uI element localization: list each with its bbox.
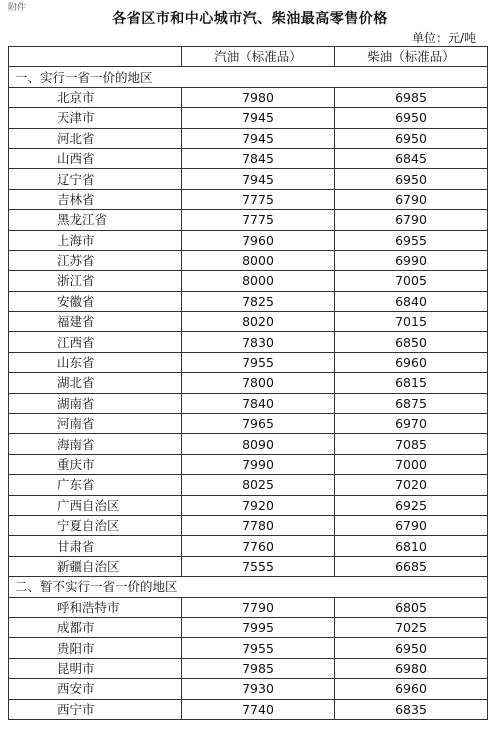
gasoline-price-cell: 8000 <box>182 250 335 270</box>
region-cell: 贵阳市 <box>9 638 182 658</box>
region-cell: 成都市 <box>9 617 182 637</box>
gasoline-price-cell: 7830 <box>182 332 335 352</box>
diesel-price-cell: 7025 <box>335 617 488 637</box>
diesel-price-cell: 6850 <box>335 332 488 352</box>
table-row <box>9 536 488 556</box>
gasoline-price-cell: 7930 <box>182 679 335 699</box>
diesel-price-cell: 6790 <box>335 189 488 209</box>
diesel-price-cell: 6980 <box>335 658 488 678</box>
table-row <box>9 169 488 189</box>
region-cell: 甘肃省 <box>9 536 182 556</box>
attachment-label: 附件 <box>8 3 27 13</box>
region-cell: 重庆市 <box>9 454 182 474</box>
diesel-price-cell: 6840 <box>335 291 488 311</box>
diesel-price-cell: 6815 <box>335 373 488 393</box>
table-row <box>9 128 488 148</box>
diesel-price-cell: 6790 <box>335 515 488 535</box>
diesel-price-cell: 6685 <box>335 556 488 576</box>
page-title: 各省区市和中心城市汽、柴油最高零售价格 <box>112 11 388 27</box>
gasoline-price-cell: 7985 <box>182 658 335 678</box>
diesel-price-cell: 6955 <box>335 230 488 250</box>
table-row <box>9 699 488 719</box>
region-cell: 安徽省 <box>9 291 182 311</box>
region-cell: 河南省 <box>9 414 182 434</box>
region-cell: 上海市 <box>9 230 182 250</box>
gasoline-price-cell: 8090 <box>182 434 335 454</box>
region-cell: 山东省 <box>9 352 182 372</box>
table-row <box>9 271 488 291</box>
table-row <box>9 434 488 454</box>
region-cell: 江西省 <box>9 332 182 352</box>
region-cell: 广东省 <box>9 475 182 495</box>
diesel-price-cell: 6810 <box>335 536 488 556</box>
diesel-price-cell: 6950 <box>335 108 488 128</box>
region-cell: 吉林省 <box>9 189 182 209</box>
gasoline-price-cell: 7825 <box>182 291 335 311</box>
gasoline-price-cell: 8020 <box>182 312 335 332</box>
diesel-price-cell: 6805 <box>335 597 488 617</box>
gasoline-price-cell: 7740 <box>182 699 335 719</box>
region-cell: 广西自治区 <box>9 495 182 515</box>
gasoline-price-cell: 7980 <box>182 87 335 107</box>
section-heading: 二、暂不实行一省一价的地区 <box>9 577 488 597</box>
gasoline-price-cell: 7760 <box>182 536 335 556</box>
table-row <box>9 679 488 699</box>
region-cell: 昆明市 <box>9 658 182 678</box>
region-cell: 福建省 <box>9 312 182 332</box>
region-cell: 黑龙江省 <box>9 210 182 230</box>
table-row <box>9 495 488 515</box>
table-row <box>9 210 488 230</box>
table-row <box>9 352 488 372</box>
region-cell: 新疆自治区 <box>9 556 182 576</box>
region-cell: 宁夏自治区 <box>9 515 182 535</box>
gasoline-price-cell: 7990 <box>182 454 335 474</box>
gasoline-price-cell: 7955 <box>182 638 335 658</box>
gasoline-price-cell: 7780 <box>182 515 335 535</box>
price-table <box>8 46 488 720</box>
table-row <box>9 515 488 535</box>
diesel-price-cell: 7085 <box>335 434 488 454</box>
gasoline-price-cell: 7800 <box>182 373 335 393</box>
region-cell: 海南省 <box>9 434 182 454</box>
diesel-price-cell: 6875 <box>335 393 488 413</box>
gasoline-price-cell: 7775 <box>182 189 335 209</box>
table-row <box>9 148 488 168</box>
diesel-price-cell: 6950 <box>335 169 488 189</box>
diesel-price-cell: 7005 <box>335 271 488 291</box>
region-cell: 浙江省 <box>9 271 182 291</box>
gasoline-price-cell: 7955 <box>182 352 335 372</box>
table-header-row <box>9 47 488 67</box>
table-row <box>9 312 488 332</box>
gasoline-price-cell: 7945 <box>182 169 335 189</box>
gasoline-price-cell: 7945 <box>182 128 335 148</box>
table-body <box>9 67 488 720</box>
gasoline-price-cell: 7945 <box>182 108 335 128</box>
diesel-price-cell: 6990 <box>335 250 488 270</box>
gasoline-price-cell: 7845 <box>182 148 335 168</box>
diesel-price-cell: 6985 <box>335 87 488 107</box>
gasoline-price-cell: 8025 <box>182 475 335 495</box>
table-row <box>9 414 488 434</box>
table-row <box>9 291 488 311</box>
table-row <box>9 393 488 413</box>
gasoline-price-cell: 7920 <box>182 495 335 515</box>
diesel-price-cell: 6835 <box>335 699 488 719</box>
table-row <box>9 250 488 270</box>
region-cell: 呼和浩特市 <box>9 597 182 617</box>
region-cell: 西安市 <box>9 679 182 699</box>
gasoline-price-cell: 7790 <box>182 597 335 617</box>
table-row <box>9 638 488 658</box>
section-heading-row <box>9 577 488 597</box>
table-row <box>9 108 488 128</box>
gasoline-price-cell: 7840 <box>182 393 335 413</box>
diesel-price-cell: 7015 <box>335 312 488 332</box>
gasoline-price-cell: 7995 <box>182 617 335 637</box>
table-row <box>9 556 488 576</box>
gasoline-price-cell: 7960 <box>182 230 335 250</box>
diesel-price-cell: 6960 <box>335 352 488 372</box>
header-gasoline: 汽油（标准品） <box>182 47 335 67</box>
section-heading: 一、实行一省一价的地区 <box>9 67 488 87</box>
region-cell: 辽宁省 <box>9 169 182 189</box>
table-row <box>9 617 488 637</box>
region-cell: 北京市 <box>9 87 182 107</box>
header-region <box>9 47 182 67</box>
header-diesel: 柴油（标准品） <box>335 47 488 67</box>
diesel-price-cell: 6845 <box>335 148 488 168</box>
region-cell: 湖南省 <box>9 393 182 413</box>
unit-label: 单位：元/吨 <box>411 31 476 45</box>
table-row <box>9 87 488 107</box>
table-row <box>9 454 488 474</box>
section-heading-row <box>9 67 488 87</box>
table-row <box>9 189 488 209</box>
region-cell: 西宁市 <box>9 699 182 719</box>
diesel-price-cell: 6925 <box>335 495 488 515</box>
diesel-price-cell: 7000 <box>335 454 488 474</box>
diesel-price-cell: 6790 <box>335 210 488 230</box>
gasoline-price-cell: 7965 <box>182 414 335 434</box>
region-cell: 江苏省 <box>9 250 182 270</box>
region-cell: 天津市 <box>9 108 182 128</box>
table-row <box>9 597 488 617</box>
diesel-price-cell: 6970 <box>335 414 488 434</box>
diesel-price-cell: 7020 <box>335 475 488 495</box>
diesel-price-cell: 6950 <box>335 638 488 658</box>
diesel-price-cell: 6960 <box>335 679 488 699</box>
gasoline-price-cell: 7775 <box>182 210 335 230</box>
table-row <box>9 373 488 393</box>
table-row <box>9 475 488 495</box>
table-row <box>9 658 488 678</box>
region-cell: 河北省 <box>9 128 182 148</box>
region-cell: 山西省 <box>9 148 182 168</box>
gasoline-price-cell: 7555 <box>182 556 335 576</box>
region-cell: 湖北省 <box>9 373 182 393</box>
table-row <box>9 230 488 250</box>
diesel-price-cell: 6950 <box>335 128 488 148</box>
gasoline-price-cell: 8000 <box>182 271 335 291</box>
table-row <box>9 332 488 352</box>
